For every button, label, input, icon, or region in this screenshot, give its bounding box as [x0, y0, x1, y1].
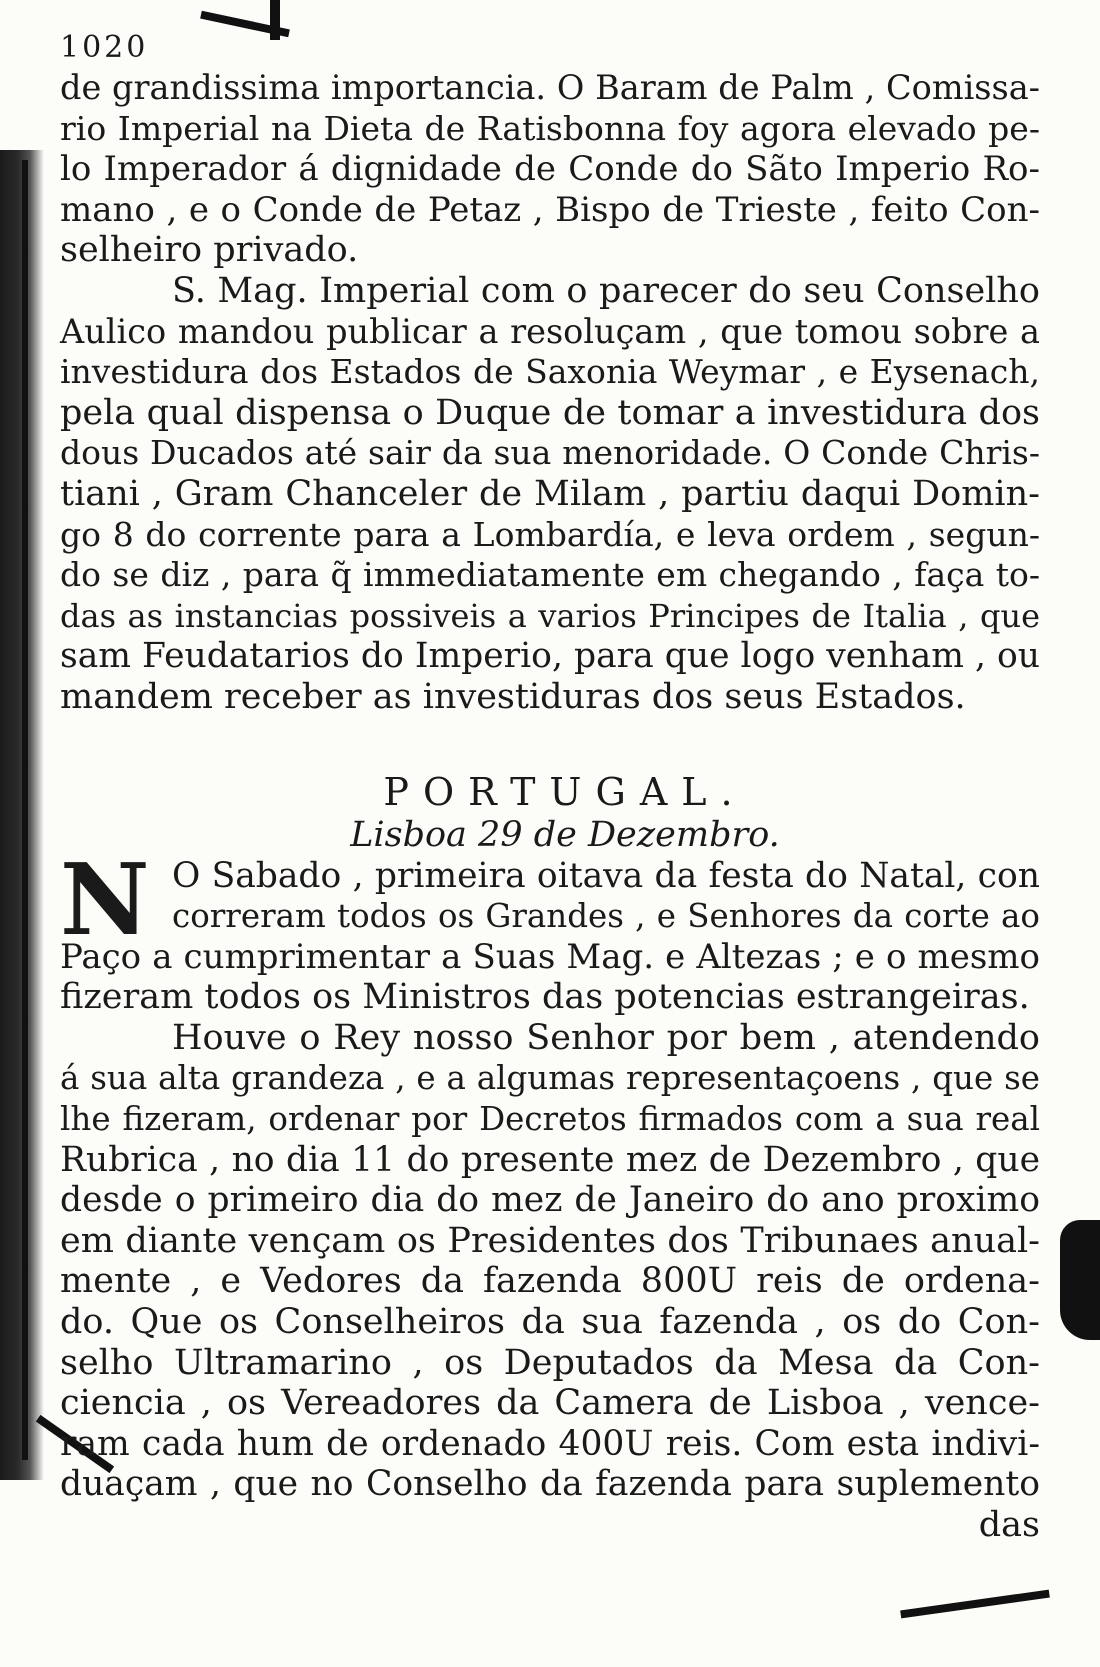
text-line: go 8 do corrente para a Lombardía, e leva ordem , segun- [60, 514, 1040, 554]
text-line: ciencia , os Vereadores da Camera de Lisboa , vence- [60, 1383, 1040, 1424]
page-number: 1020 [60, 30, 149, 65]
text-line: de grandissima importancia. O Baram de Palm , Comissa- [60, 68, 1040, 107]
text-line: dous Ducados até sair da sua menoridade. O Conde Chris- [60, 433, 1040, 473]
text-line: desde o primeiro dia do mez de Janeiro do ano proximo [60, 1180, 1040, 1221]
drop-cap: N [60, 842, 150, 958]
catchword: das [978, 1505, 1040, 1545]
text-line: mandem receber as investiduras dos seus Estados. [60, 676, 966, 717]
binding-edge [22, 160, 28, 1460]
text-line: S. Mag. Imperial com o parecer do seu Conselho [172, 270, 1040, 311]
text-line: pela qual dispensa o Duque de tomar a investidura dos [60, 392, 1040, 433]
text-line: selho Ultramarino , os Deputados da Mesa da Con- [60, 1342, 1040, 1383]
page-text [60, 28, 1040, 1546]
text-line: do. Que os Conselheiros da sua fazenda , os do Con- [60, 1302, 1040, 1343]
dateline: Lisboa 29 de Dezembro. [350, 814, 780, 855]
ink-smudge [900, 1590, 1050, 1619]
text-line: em diante vençam os Presidentes dos Tribunaes anual- [60, 1220, 1040, 1261]
ink-smudge [1060, 1220, 1100, 1340]
text-line: das as instancias possiveis a varios Principes de Italia , que [60, 596, 1040, 635]
paragraph-aulico [60, 271, 1040, 718]
text-line: mano , e o Conde de Petaz , Bispo de Trieste , feito Con- [60, 189, 1040, 230]
text-line: tiani , Gram Chanceler de Milam , partiu daqui Domin- [60, 473, 1040, 514]
paragraph-continuation [60, 68, 1040, 271]
text-line: Paço a cumprimentar a Suas Mag. e Altezas ; e o mesmo [60, 936, 1040, 977]
text-line: correram todos os Grandes , e Senhores da corte ao [172, 897, 1040, 936]
text-line: Houve o Rey nosso Senhor por bem , atendendo [172, 1017, 1040, 1058]
text-line: selheiro privado. [60, 230, 359, 271]
text-line: duaçam , que no Conselho da fazenda para suplemento [60, 1464, 1040, 1505]
text-line: lhe fizeram, ordenar por Decretos firmados com a sua real [60, 1100, 1040, 1139]
text-line: do se diz , para q̃ immediatamente em chegando , faça to- [60, 555, 1040, 595]
text-line: investidura dos Estados de Saxonia Weymar , e Eysenach, [60, 352, 1040, 392]
text-line: lo Imperador á dignidade de Conde do Sãto Imperio Ro- [60, 149, 1040, 190]
paragraph-decretos [60, 1018, 1040, 1546]
text-line: fizeram todos os Ministros das potencias estrangeiras. [60, 977, 1030, 1018]
text-line: Aulico mandou publicar a resoluçam , que tomou sobre a [60, 311, 1040, 351]
text-line: mente , e Vedores da fazenda 800U reis de ordena- [60, 1261, 1040, 1302]
text-line: Rubrica , no dia 11 do presente mez de Dezembro , que [60, 1139, 1040, 1180]
paragraph-sabado [60, 842, 1040, 1018]
section-heading: PORTUGAL. [383, 769, 747, 814]
text-line: rio Imperial na Dieta de Ratisbonna foy agora elevado pe- [60, 108, 1040, 148]
text-line: ram cada hum de ordenado 400U reis. Com esta indivi- [60, 1423, 1040, 1464]
text-line: á sua alta grandeza , e a algumas representaçoens , que se [60, 1059, 1040, 1098]
text-line: O Sabado , primeira oitava da festa do Natal, con [172, 855, 1040, 896]
text-line: sam Feudatarios do Imperio, para que logo venham , ou [60, 636, 1040, 677]
